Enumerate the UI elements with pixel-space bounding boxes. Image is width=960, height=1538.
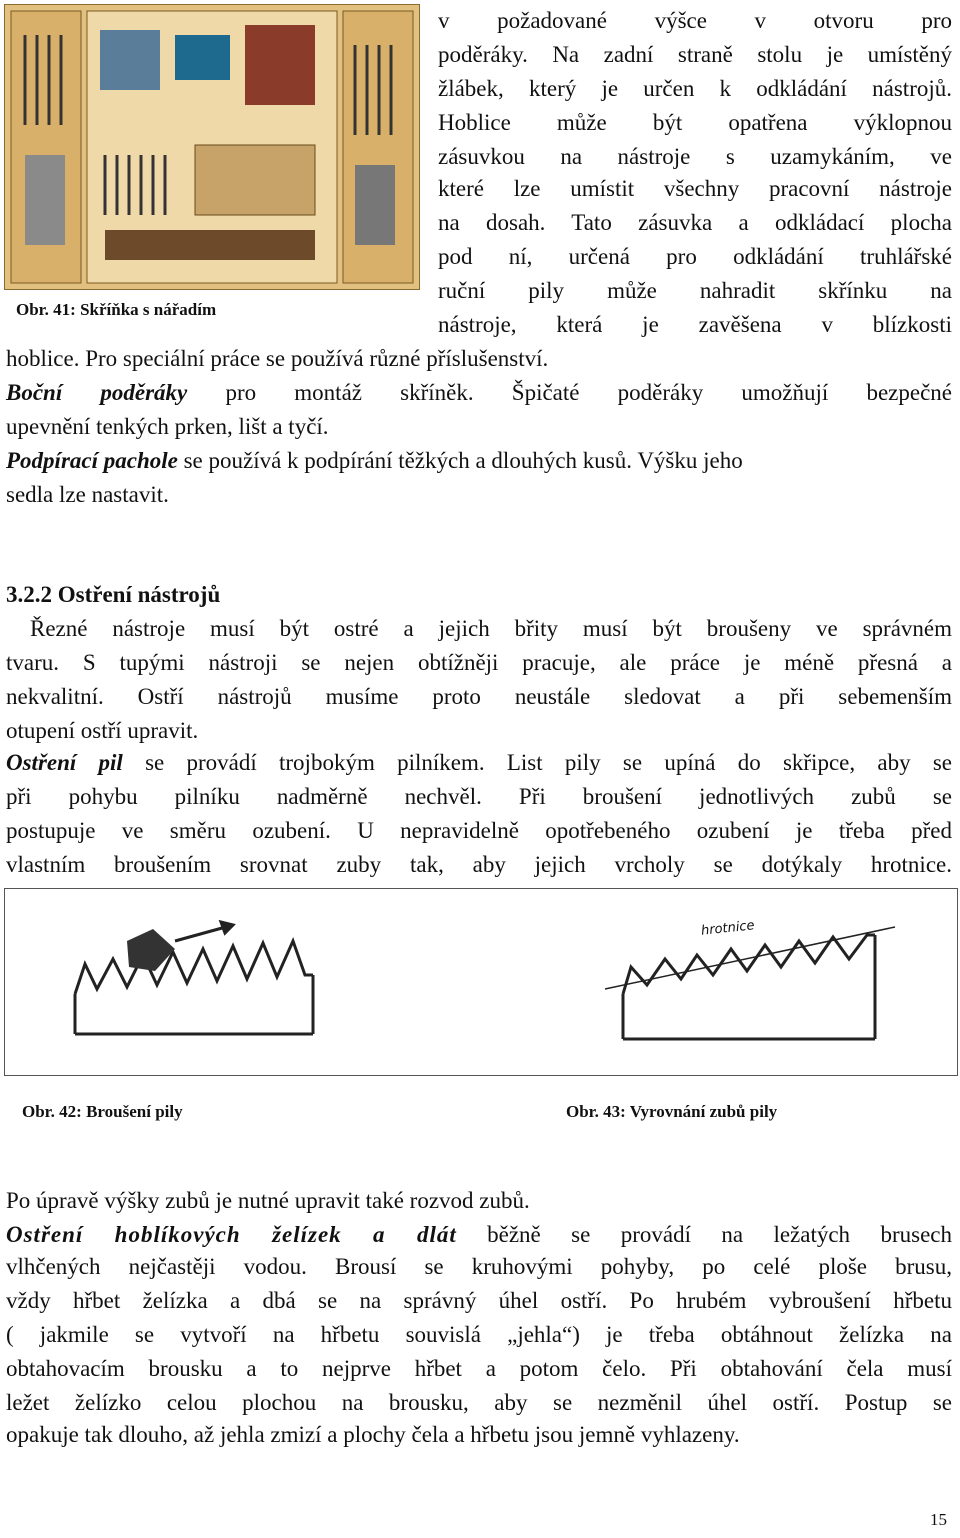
p4-line: opakuje tak dlouho, až jehla zmizí a plochy čela a hřbetu jsou jemně vyhlazeny. [6, 1422, 740, 1447]
intro-line: zásuvkou na nástroje s uzamykáním, ve [438, 144, 952, 169]
fig41-caption: Obr. 41: Skříňka s nářadím [16, 300, 217, 319]
hrotnice-label: hrotnice [700, 918, 756, 939]
pod-paragraph-line: sedla lze nastavit. [6, 482, 169, 507]
p2-line: Ostření pil se provádí trojbokým pilníkem. List pily se upíná do skřipce, aby se [6, 750, 952, 775]
p2-line: vlastním broušením srovnat zuby tak, aby jejich vrcholy se dotýkaly hrotnice. [6, 852, 952, 877]
p2-line: při pohybu pilníku nadměrně nechvěl. Při broušení jednotlivých zubů se [6, 784, 952, 809]
boc-paragraph-line: upevnění tenkých prken, lišt a tyčí. [6, 414, 329, 439]
boc-paragraph-line: Boční poděráky pro montáž skříněk. Špičaté poděráky umožňují bezpečné [6, 380, 952, 405]
p1-line: tvaru. S tupými nástroji se nejen obtížněji pracuje, ale práce je méně přesná a [6, 650, 952, 675]
p4-line: ležet želízko celou plochou na brousku, aby se nezměnil úhel ostří. Postup se [6, 1390, 952, 1415]
intro-line: pod ní, určená pro odkládání truhlářské [438, 244, 952, 269]
fig43-caption: Obr. 43: Vyrovnání zubů pily [566, 1102, 778, 1121]
section-heading: 3.2.2 Ostření nástrojů [6, 582, 221, 607]
p4-line: vlhčených nejčastěji vodou. Brousí se kruhovými pohyby, po celé ploše brusu, [6, 1254, 952, 1279]
p1-line: nekvalitní. Ostří nástrojů musíme proto neustále sledovat a při sebemenším [6, 684, 952, 709]
p3-line: Po úpravě výšky zubů je nutné upravit také rozvod zubů. [6, 1188, 530, 1213]
intro-line: poděráky. Na zadní straně stolu je umístěný [438, 42, 952, 67]
intro-line: žlábek, který je určen k odkládání nástrojů. [438, 76, 952, 101]
p2-term: Ostření pil [6, 750, 123, 775]
intro-line: nástroje, která je zavěšena v blízkosti [438, 312, 952, 337]
boc-term: Boční poděráky [6, 380, 188, 405]
p4-term: Ostření hoblíkových želízek a dlát [6, 1222, 457, 1247]
intro-line: v požadované výšce v otvoru pro [438, 8, 952, 33]
p4-line: ( jakmile se vytvoří na hřbetu souvislá „jehla“) je třeba obtáhnout želízka na [6, 1322, 952, 1347]
intro-line: hoblice. Pro speciální práce se používá různé příslušenství. [6, 346, 549, 371]
intro-line: na dosah. Tato zásuvka a odkládací plocha [438, 210, 952, 235]
pod-paragraph-line: Podpírací pachole se používá k podpírání těžkých a dlouhých kusů. Výšku jeho [6, 448, 743, 473]
saw-teeth-alignment-diagram [605, 927, 895, 1039]
fig42-caption: Obr. 42: Broušení pily [22, 1102, 183, 1121]
tool-cabinet-photo [4, 4, 420, 290]
page-number: 15 [930, 1510, 947, 1529]
saw-sharpening-diagram [75, 941, 313, 1034]
saw-figures [4, 888, 958, 1076]
intro-line: Hoblice může být opatřena výklopnou [438, 110, 952, 135]
pod-term: Podpírací pachole [6, 448, 178, 473]
p1-line: Řezné nástroje musí být ostré a jejich břity musí být broušeny ve správném [30, 616, 952, 641]
p4-line: Ostření hoblíkových želízek a dlát běžně se provádí na ležatých brusech [6, 1222, 952, 1247]
p4-line: vždy hřbet želízka a dbá se na správný úhel ostří. Po hrubém vybroušení hřbetu [6, 1288, 952, 1313]
p2-line: postupuje ve směru ozubení. U nepravidelně opotřebeného ozubení je třeba před [6, 818, 952, 843]
intro-line: které lze umístit všechny pracovní nástroje [438, 176, 952, 201]
p1-line: otupení ostří upravit. [6, 718, 199, 743]
p4-line: obtahovacím brousku a to nejprve hřbet a potom čelo. Při obtahování čela musí [6, 1356, 952, 1381]
intro-line: ruční pily může nahradit skřínku na [438, 278, 952, 303]
